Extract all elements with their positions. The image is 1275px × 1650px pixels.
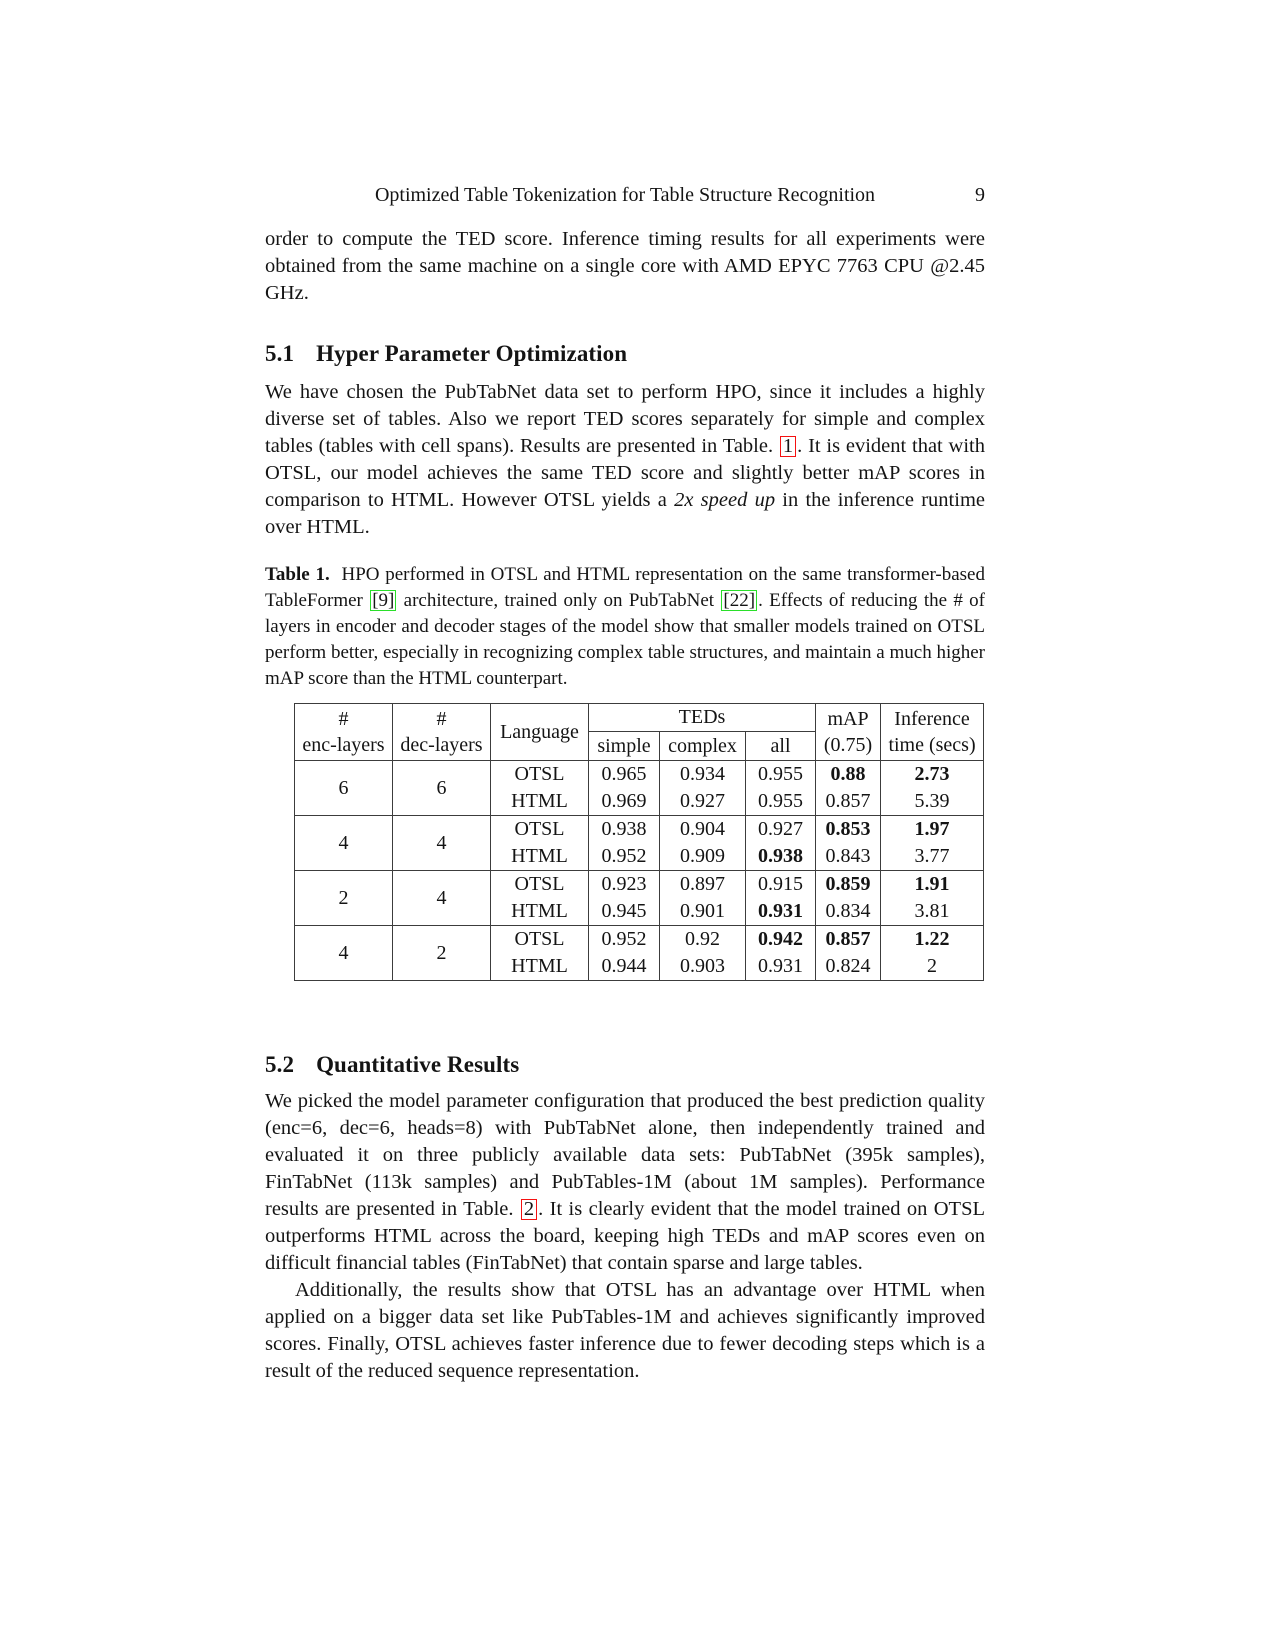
table-row xyxy=(295,926,984,954)
cell-teds-simple: 0.952 xyxy=(589,926,660,954)
paragraph-text: . It is clearly evident that the model trained on OTSL outperforms HTML across the board, keeping high TEDs and mAP scores even on difficult financial tables (FinTabNet) that contain sparse and large tables. xyxy=(265,1198,985,1274)
cell-teds-simple: 0.944 xyxy=(589,953,660,981)
table-1-container xyxy=(294,703,984,981)
section-number: 5.2 xyxy=(265,1052,295,1077)
caption-text: architecture, trained only on PubTabNet xyxy=(397,590,721,611)
col-header-teds: TEDs xyxy=(589,704,816,732)
cell-enc-layers: 2 xyxy=(295,871,393,926)
col-header-enc-layers xyxy=(295,704,393,761)
cell-inference-time: 2.73 xyxy=(881,761,984,789)
cell-teds-simple: 0.945 xyxy=(589,898,660,926)
cell-inference-time: 3.77 xyxy=(881,843,984,871)
cell-dec-layers: 4 xyxy=(393,816,491,871)
cell-teds-simple: 0.938 xyxy=(589,816,660,844)
header-line: (0.75) xyxy=(823,734,873,756)
cell-dec-layers: 6 xyxy=(393,761,491,816)
header-line: # xyxy=(338,708,349,730)
section-5-2-paragraph-2: Additionally, the results show that OTSL has an advantage over HTML when applied on a bigger data set like PubTables-1M and achieves significantly improved scores. Finally, OTSL achieves faster inference due to fewer decoding steps which is a result of the reduced sequence representation. xyxy=(265,1279,985,1382)
cell-teds-simple: 0.923 xyxy=(589,871,660,899)
cell-inference-time: 1.97 xyxy=(881,816,984,844)
section-5-2-body xyxy=(265,1088,985,1385)
section-5-2-paragraph-1 xyxy=(265,1088,985,1277)
cell-teds-all: 0.927 xyxy=(746,816,816,844)
header-line: Inference xyxy=(894,708,970,730)
cell-teds-all: 0.942 xyxy=(746,926,816,954)
header-line: enc-layers xyxy=(302,734,385,756)
cell-dec-layers: 2 xyxy=(393,926,491,981)
cell-teds-complex: 0.927 xyxy=(660,788,746,816)
section-title: Hyper Parameter Optimization xyxy=(316,341,628,366)
paragraph-text: . It is evident that with OTSL, our model achieves the same TED score and slightly better mAP scores in comparison to HTML. However OTSL yields a xyxy=(265,435,985,511)
caption-text: . Effects of reducing the # of layers in encoder and decoder stages of the model show that smaller models trained on OTSL perform better, especially in recognizing complex table structures, and maintain a much higher mAP score than the HTML counterpart. xyxy=(265,590,986,689)
cell-teds-simple: 0.965 xyxy=(589,761,660,789)
cell-teds-all: 0.931 xyxy=(746,898,816,926)
table-1 xyxy=(294,703,984,981)
cell-map: 0.853 xyxy=(816,816,881,844)
cell-inference-time: 3.81 xyxy=(881,898,984,926)
col-header-complex: complex xyxy=(660,732,746,761)
cell-inference-time: 2 xyxy=(881,953,984,981)
section-title: Quantitative Results xyxy=(316,1052,520,1077)
cell-language: HTML xyxy=(491,898,589,926)
cell-language: HTML xyxy=(491,953,589,981)
cell-map: 0.843 xyxy=(816,843,881,871)
cell-dec-layers: 4 xyxy=(393,871,491,926)
paragraph-text: in the inference runtime over HTML. xyxy=(265,489,985,538)
cell-teds-simple: 0.952 xyxy=(589,843,660,871)
cell-teds-complex: 0.897 xyxy=(660,871,746,899)
table-row xyxy=(295,761,984,789)
col-header-simple: simple xyxy=(589,732,660,761)
cell-teds-all: 0.955 xyxy=(746,788,816,816)
cell-teds-simple: 0.969 xyxy=(589,788,660,816)
table-2-ref-link[interactable]: 2 xyxy=(521,1199,537,1220)
cell-teds-complex: 0.904 xyxy=(660,816,746,844)
cell-enc-layers: 4 xyxy=(295,926,393,981)
citation-9-link[interactable]: [9] xyxy=(372,590,395,611)
cell-teds-all: 0.931 xyxy=(746,953,816,981)
running-head xyxy=(265,184,985,207)
paragraph-text: We picked the model parameter configuration that produced the best prediction quality (enc=6, dec=6, heads=8) with PubTabNet alone, then independently trained and evaluated it on three publicly available data sets: PubTabNet (395k samples), FinTabNet (113k samples) and PubTables-1M (about 1M samples). Performance results are presented in Table. xyxy=(265,1090,985,1220)
table-row xyxy=(295,816,984,844)
cell-enc-layers: 6 xyxy=(295,761,393,816)
col-header-language: Language xyxy=(491,704,589,761)
cell-teds-complex: 0.909 xyxy=(660,843,746,871)
caption-text: HPO performed in OTSL and HTML representation on the same transformer-based TableFormer xyxy=(265,564,985,611)
cell-inference-time: 1.22 xyxy=(881,926,984,954)
cell-map: 0.834 xyxy=(816,898,881,926)
header-line: time (secs) xyxy=(888,734,976,756)
cell-teds-all: 0.938 xyxy=(746,843,816,871)
section-heading-5-1 xyxy=(265,341,985,367)
cell-inference-time: 5.39 xyxy=(881,788,984,816)
section-number: 5.1 xyxy=(265,341,295,366)
cell-map: 0.88 xyxy=(816,761,881,789)
cell-teds-complex: 0.92 xyxy=(660,926,746,954)
col-header-dec-layers xyxy=(393,704,491,761)
cell-teds-all: 0.915 xyxy=(746,871,816,899)
cell-teds-complex: 0.903 xyxy=(660,953,746,981)
section-5-1-paragraph xyxy=(265,379,985,541)
header-line: mAP xyxy=(827,708,869,730)
cell-teds-all: 0.955 xyxy=(746,761,816,789)
cell-language: OTSL xyxy=(491,871,589,899)
cell-language: OTSL xyxy=(491,761,589,789)
intro-paragraph: order to compute the TED score. Inference timing results for all experiments were obtained from the same machine on a single core with AMD EPYC 7763 CPU @2.45 GHz. xyxy=(265,228,985,304)
page-number: 9 xyxy=(975,184,985,206)
col-header-map xyxy=(816,704,881,761)
section-heading-5-2 xyxy=(265,1052,985,1078)
col-header-inference xyxy=(881,704,984,761)
citation-22-link[interactable]: [22] xyxy=(723,590,756,611)
cell-language: OTSL xyxy=(491,926,589,954)
header-line: # xyxy=(436,708,447,730)
cell-teds-complex: 0.934 xyxy=(660,761,746,789)
table-1-caption xyxy=(265,562,985,692)
cell-language: HTML xyxy=(491,843,589,871)
header-line: dec-layers xyxy=(400,734,483,756)
cell-map: 0.859 xyxy=(816,871,881,899)
cell-map: 0.857 xyxy=(816,788,881,816)
cell-language: OTSL xyxy=(491,816,589,844)
cell-teds-complex: 0.901 xyxy=(660,898,746,926)
emphasis-text: 2x speed up xyxy=(674,489,776,511)
cell-map: 0.824 xyxy=(816,953,881,981)
table-header-row xyxy=(295,704,984,732)
cell-map: 0.857 xyxy=(816,926,881,954)
cell-inference-time: 1.91 xyxy=(881,871,984,899)
paragraph-text: We have chosen the PubTabNet data set to perform HPO, since it includes a highly diverse set of tables. Also we report TED scores separately for simple and complex tables (tables with cell spans). Results are presented in Table. xyxy=(265,381,985,457)
cell-enc-layers: 4 xyxy=(295,816,393,871)
cell-language: HTML xyxy=(491,788,589,816)
table-row xyxy=(295,871,984,899)
table-1-ref-link[interactable]: 1 xyxy=(780,436,796,457)
caption-label: Table 1. xyxy=(265,564,330,585)
col-header-all: all xyxy=(746,732,816,761)
running-head-title: Optimized Table Tokenization for Table Structure Recognition xyxy=(374,184,876,206)
